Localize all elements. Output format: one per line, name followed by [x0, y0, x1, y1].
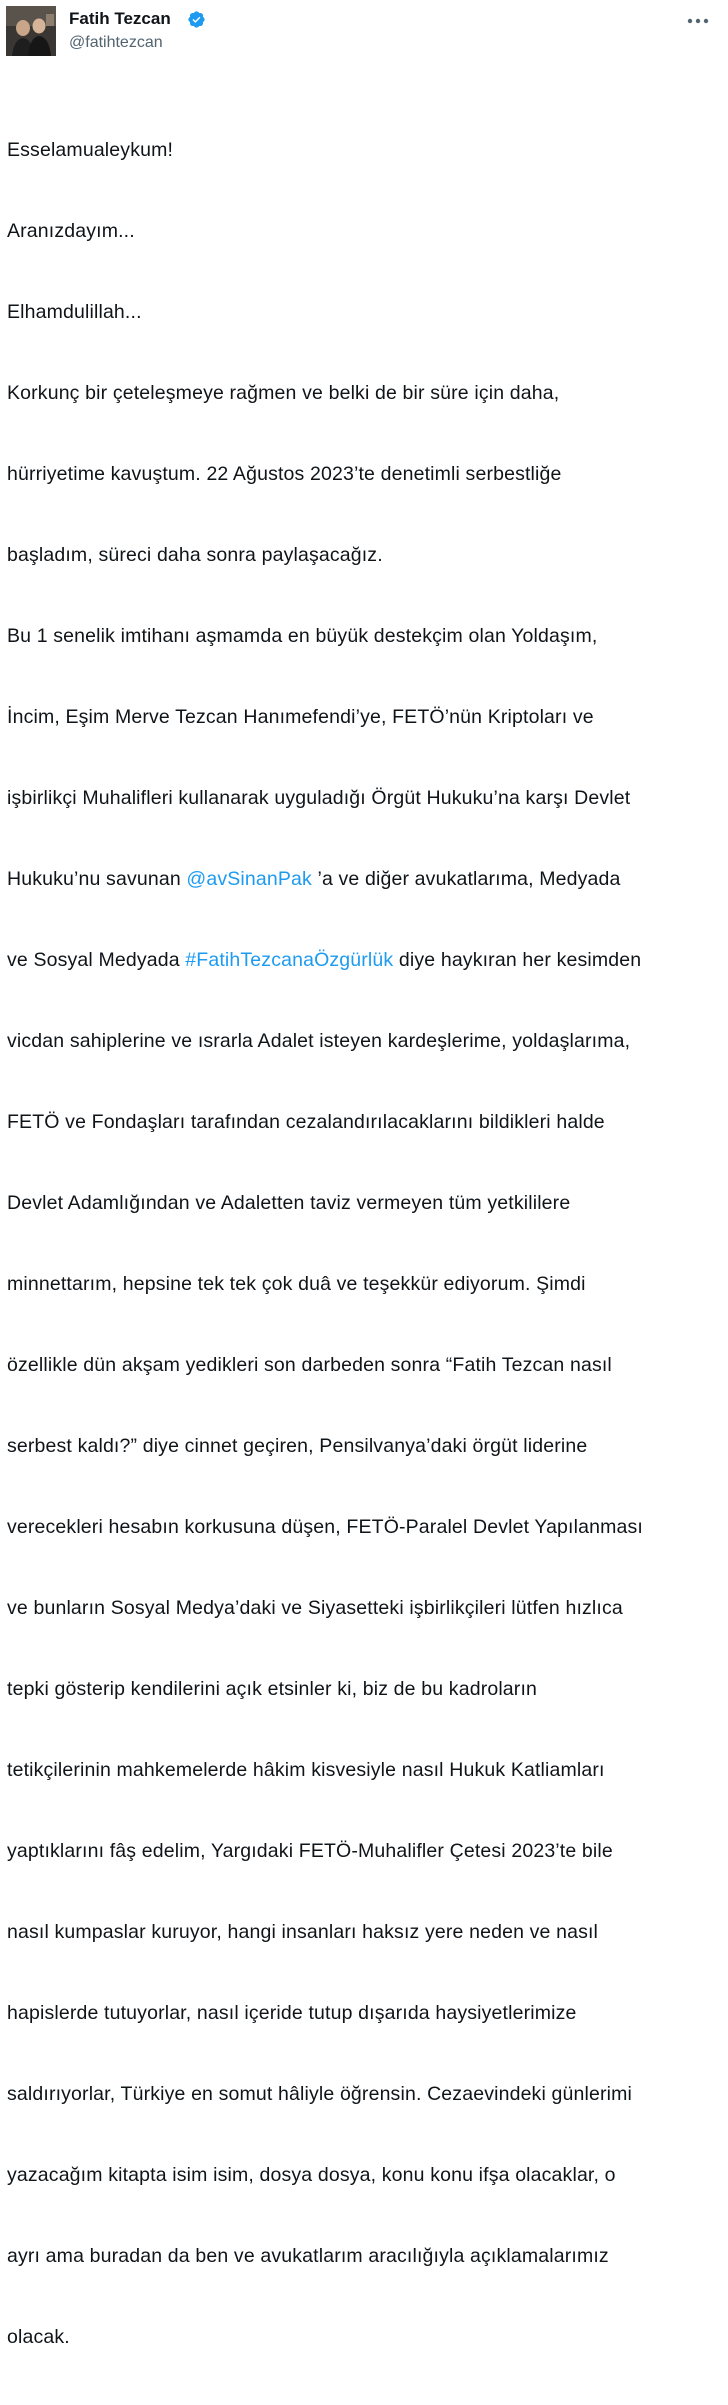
tweet-line: Elhamdulillah...	[7, 301, 142, 323]
more-horizontal-icon	[687, 18, 709, 24]
tweet-line: İncim, Eşim Merve Tezcan Hanımefendi’ye, FETÖ’nün Kriptoları ve	[7, 706, 594, 728]
tweet-line: nasıl kumpaslar kuruyor, hangi insanları haksız yere neden ve nasıl	[7, 1921, 599, 1943]
tweet-line: başladım, süreci daha sonra paylaşacağız.	[7, 544, 383, 566]
tweet-line: yaptıklarını fâş edelim, Yargıdaki FETÖ-Muhalifler Çetesi 2023’te bile	[7, 1840, 613, 1862]
tweet-line: tepki gösterip kendilerini açık etsinler ki, biz de bu kadroların	[7, 1678, 538, 1700]
tweet-line: minnettarım, hepsine tek tek çok duâ ve teşekkür ediyorum. Şimdi	[7, 1273, 586, 1295]
tweet-line: vicdan sahiplerine ve ısrarla Adalet isteyen kardeşlerime, yoldaşlarıma,	[7, 1030, 631, 1052]
avatar[interactable]	[6, 6, 56, 56]
line-text-after-hashtag: diye haykıran her kesimden	[393, 949, 642, 971]
tweet-line: işbirlikçi Muhalifleri kullanarak uyguladığı Örgüt Hukuku’na karşı Devlet	[7, 787, 631, 809]
tweet-line-with-mention	[7, 866, 725, 893]
tweet-line: ve bunların Sosyal Medya’daki ve Siyasetteki işbirlikçileri lütfen hızlıca	[7, 1597, 623, 1619]
hashtag-link[interactable]: #FatihTezcanaÖzgürlük	[185, 949, 394, 971]
tweet-line: hürriyetime kavuştum. 22 Ağustos 2023’te denetimli serbestliğe	[7, 463, 562, 485]
line-text-before-mention: Hukuku’nu savunan	[7, 868, 187, 890]
tweet-text	[7, 83, 725, 2405]
tweet-line: Devlet Adamlığından ve Adaletten taviz vermeyen tüm yetkililere	[7, 1192, 571, 1214]
tweet-line: ayrı ama buradan da ben ve avukatlarım aracılığıyla açıklamalarımız	[7, 2245, 609, 2267]
tweet-line: FETÖ ve Fondaşları tarafından cezalandırılacaklarını bildikleri halde	[7, 1111, 605, 1133]
tweet-line: Korkunç bir çeteleşmeye rağmen ve belki de bir süre için daha,	[7, 382, 560, 404]
tweet-line: özellikle dün akşam yedikleri son darbeden sonra “Fatih Tezcan nasıl	[7, 1354, 612, 1376]
tweet-line: Bu 1 senelik imtihanı aşmamda en büyük destekçim olan Yoldaşım,	[7, 625, 598, 647]
line-text-before-hashtag: ve Sosyal Medyada	[7, 949, 186, 971]
tweet-header	[0, 0, 728, 70]
mention-link[interactable]: @avSinanPak	[186, 868, 312, 890]
tweet-line-with-hashtag	[7, 947, 725, 974]
tweet-line: Aranızdayım...	[7, 220, 135, 242]
verified-badge-icon	[187, 10, 206, 29]
tweet-line: serbest kaldı?” diye cinnet geçiren, Pensilvanya’daki örgüt liderine	[7, 1435, 588, 1457]
tweet-line: Esselamualeykum!	[7, 139, 174, 161]
tweet-line: hapislerde tutuyorlar, nasıl içeride tutup dışarıda haysiyetlerimize	[7, 2002, 577, 2024]
tweet-line: tetikçilerinin mahkemelerde hâkim kisvesiyle nasıl Hukuk Katliamları	[7, 1759, 605, 1781]
avatar-photo	[6, 6, 56, 56]
more-options-button[interactable]	[682, 8, 714, 34]
tweet-line: saldırıyorlar, Türkiye en somut hâliyle öğrensin. Cezaevindeki günlerimi	[7, 2083, 632, 2105]
line-text-after-mention: ’a ve diğer avukatlarıma, Medyada	[311, 868, 621, 890]
author-handle[interactable]: @fatihtezcan	[69, 34, 163, 51]
author-name[interactable]: Fatih Tezcan	[69, 9, 171, 28]
tweet-line: yazacağım kitapta isim isim, dosya dosya, konu konu ifşa olacaklar, o	[7, 2164, 616, 2186]
tweet-line: verecekleri hesabın korkusuna düşen, FETÖ-Paralel Devlet Yapılanması	[7, 1516, 643, 1538]
tweet-line: olacak.	[7, 2326, 70, 2348]
